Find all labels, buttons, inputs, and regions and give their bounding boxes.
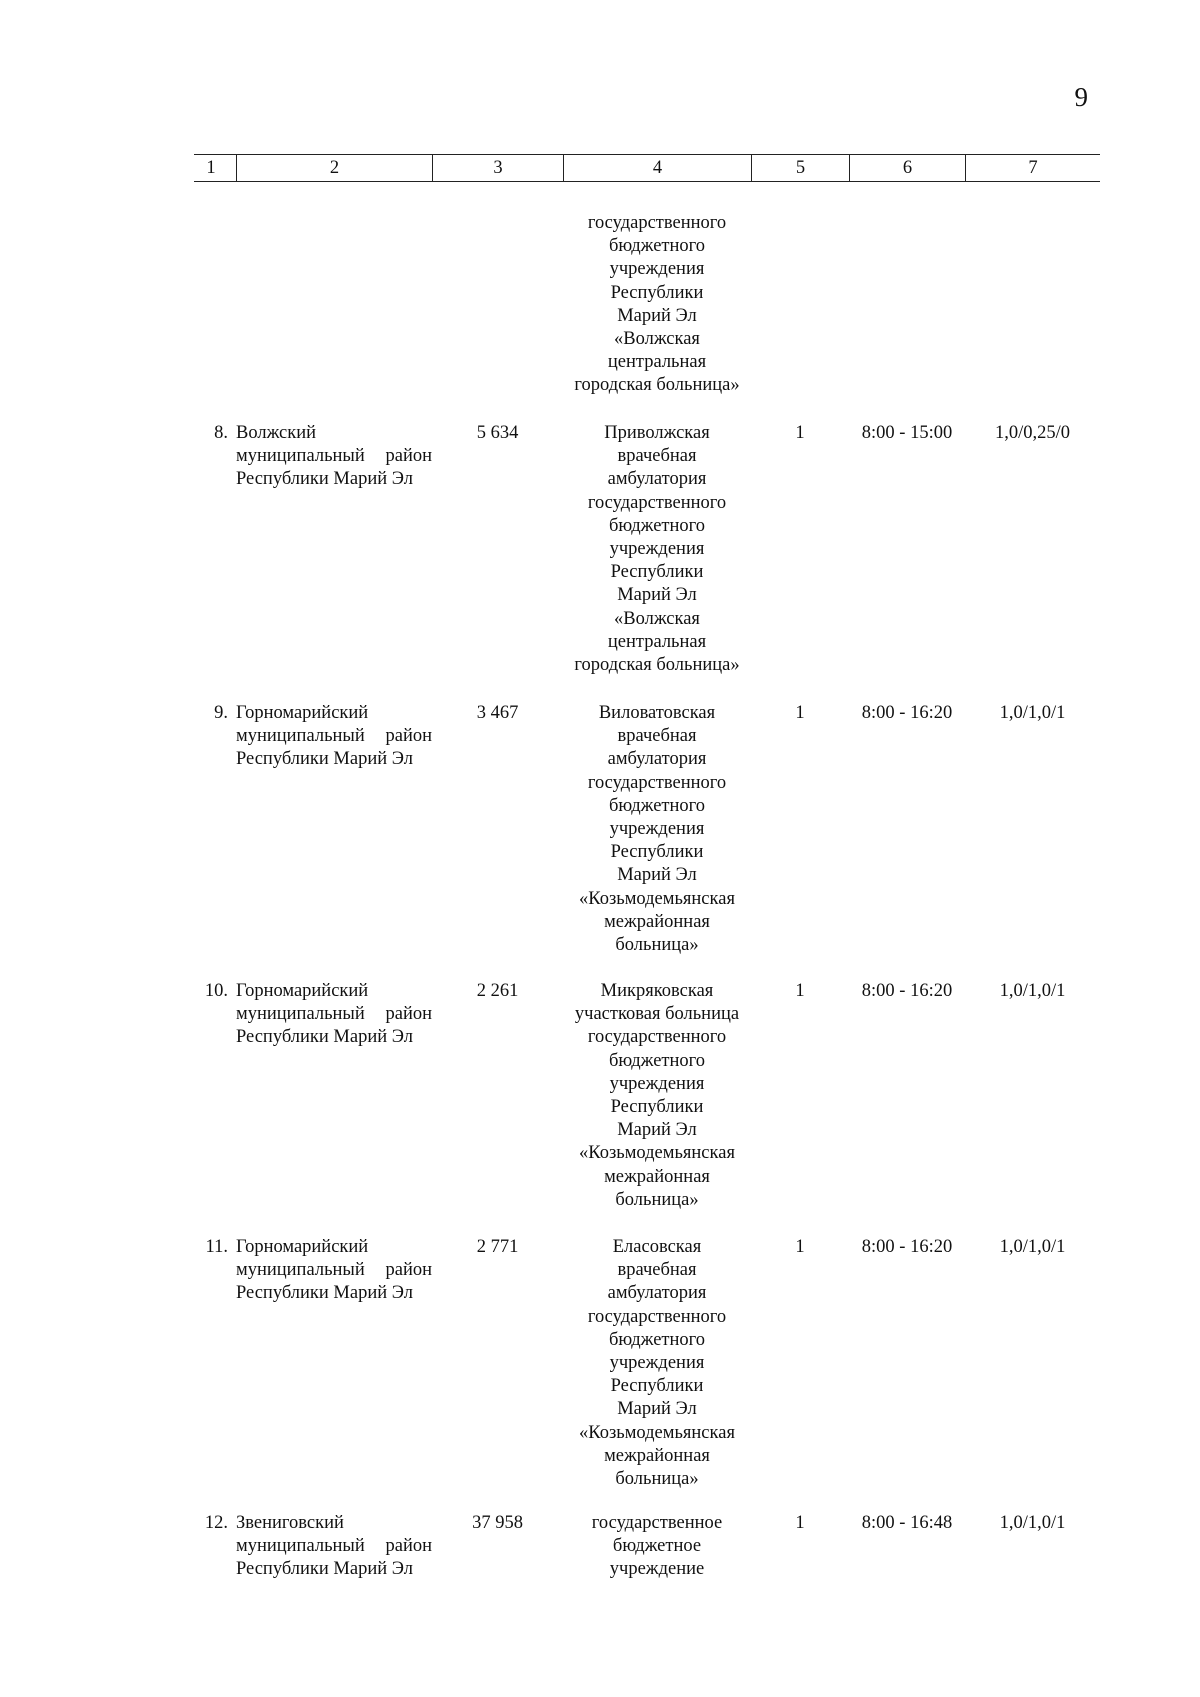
cell-line: Республики Марий Эл xyxy=(236,1027,413,1048)
cell-line: «Козьмодемьянская xyxy=(579,1143,735,1164)
page-number: 9 xyxy=(1074,82,1088,112)
cell-line: муниципальный район xyxy=(236,1004,432,1025)
count-cell: 1 xyxy=(795,1513,805,1533)
population-cell: 3 467 xyxy=(476,703,519,723)
population-cell: 2 771 xyxy=(476,1237,519,1257)
cell-line: Марий Эл xyxy=(617,305,697,326)
cell-line: муниципальный район xyxy=(236,726,432,747)
count-cell: 1 xyxy=(795,1237,805,1257)
row-number: 11. xyxy=(205,1237,228,1257)
institution-cell xyxy=(563,702,751,957)
cell-line: межрайонная xyxy=(604,1166,710,1187)
table-header xyxy=(194,154,1100,182)
cell-line: Виловатовская xyxy=(598,703,716,723)
hours-cell: 8:00 - 15:00 xyxy=(861,423,953,443)
hours-cell: 8:00 - 16:20 xyxy=(861,981,953,1001)
cell-line: «Козьмодемьянская xyxy=(579,1422,735,1443)
district-cell xyxy=(236,980,432,1050)
population-cell: 5 634 xyxy=(476,423,519,443)
cell-line: центральная xyxy=(607,631,707,652)
cell-line: больница» xyxy=(615,935,699,956)
header-cell-3: 3 xyxy=(432,154,563,182)
cell-line: учреждения xyxy=(609,1353,705,1374)
row-number: 8. xyxy=(214,423,228,443)
cell-line: учреждения xyxy=(609,1073,705,1094)
population-cell: 2 261 xyxy=(476,981,519,1001)
cell-line: Республики xyxy=(610,562,704,583)
cell-line: бюджетного xyxy=(608,795,706,816)
cell-line: участковая больница xyxy=(574,1004,740,1025)
district-cell xyxy=(236,1236,432,1306)
cell-line: «Волжская xyxy=(614,329,700,350)
cell-line: врачебная xyxy=(617,446,697,467)
cell-line: Волжский xyxy=(236,423,317,443)
cell-line: Еласовская xyxy=(612,1237,702,1257)
cell-line: Марий Эл xyxy=(617,1120,697,1141)
cell-line: бюджетное xyxy=(612,1536,702,1557)
header-cell-2: 2 xyxy=(236,154,432,182)
cell-line: государственного xyxy=(587,213,727,233)
cell-line: бюджетного xyxy=(608,236,706,257)
header-cell-6: 6 xyxy=(849,154,965,182)
cell-line: учреждения xyxy=(609,539,705,560)
cell-line: Республики xyxy=(610,1376,704,1397)
cell-line: муниципальный район xyxy=(236,446,432,467)
district-cell xyxy=(236,422,432,492)
cell-line: учреждение xyxy=(609,1559,705,1580)
cell-line: Республики Марий Эл xyxy=(236,1283,413,1304)
cell-line: межрайонная xyxy=(604,1445,710,1466)
header-cell-1: 1 xyxy=(206,158,216,178)
cell-line: Республики Марий Эл xyxy=(236,749,413,770)
cell-line: Республики Марий Эл xyxy=(236,469,413,490)
cell-line: Горномарийский xyxy=(236,1237,369,1257)
cell-line: Республики xyxy=(610,1097,704,1118)
district-cell xyxy=(236,702,432,772)
cell-line: больница» xyxy=(615,1189,699,1210)
cell-line: Республики xyxy=(610,842,704,863)
cell-line: Марий Эл xyxy=(617,585,697,606)
cell-line: «Волжская xyxy=(614,608,700,629)
count-cell: 1 xyxy=(795,423,805,443)
row-number: 12. xyxy=(204,1513,228,1533)
cell-line: бюджетного xyxy=(608,1050,706,1071)
cell-line: Марий Эл xyxy=(617,865,697,886)
cell-line: Республики xyxy=(610,282,704,303)
cell-line: больница» xyxy=(615,1469,699,1490)
institution-cell xyxy=(563,1512,751,1582)
count-cell: 1 xyxy=(795,703,805,723)
rate-cell: 1,0/1,0/1 xyxy=(999,1237,1066,1257)
cell-line: Марий Эл xyxy=(617,1399,697,1420)
cell-line: бюджетного xyxy=(608,1329,706,1350)
population-cell: 37 958 xyxy=(472,1513,523,1533)
cell-line: муниципальный район xyxy=(236,1536,432,1557)
rate-cell: 1,0/1,0/1 xyxy=(999,703,1066,723)
rate-cell: 1,0/0,25/0 xyxy=(994,423,1071,443)
institution-cell xyxy=(563,1236,751,1491)
cell-line: амбулатория xyxy=(607,1283,707,1304)
cell-line: государственного xyxy=(587,492,727,513)
hours-cell: 8:00 - 16:48 xyxy=(861,1513,953,1533)
cell-line: городская больница» xyxy=(574,375,740,396)
cell-line: Республики Марий Эл xyxy=(236,1559,413,1580)
rate-cell: 1,0/1,0/1 xyxy=(999,1513,1066,1533)
institution-cell xyxy=(563,980,751,1212)
cell-line: Звениговский xyxy=(236,1513,344,1533)
hours-cell: 8:00 - 16:20 xyxy=(861,1237,953,1257)
cell-line: «Козьмодемьянская xyxy=(579,888,735,909)
cell-line: Горномарийский xyxy=(236,703,369,723)
cell-line: городская больница» xyxy=(574,655,740,676)
cell-line: центральная xyxy=(607,352,707,373)
cell-line: учреждения xyxy=(609,259,705,280)
cell-line: межрайонная xyxy=(604,911,710,932)
cell-line: Горномарийский xyxy=(236,981,369,1001)
cell-line: Приволжская xyxy=(604,423,710,443)
institution-cell xyxy=(563,212,751,398)
row-number: 10. xyxy=(204,981,228,1001)
cell-line: врачебная xyxy=(617,1260,697,1281)
rate-cell: 1,0/1,0/1 xyxy=(999,981,1066,1001)
institution-cell xyxy=(563,422,751,677)
cell-line: врачебная xyxy=(617,726,697,747)
cell-line: государственного xyxy=(587,1306,727,1327)
cell-line: амбулатория xyxy=(607,469,707,490)
cell-line: бюджетного xyxy=(608,515,706,536)
cell-line: амбулатория xyxy=(607,749,707,770)
cell-line: государственное xyxy=(591,1513,723,1533)
cell-line: государственного xyxy=(587,772,727,793)
district-cell xyxy=(236,1512,432,1582)
header-cell-5: 5 xyxy=(751,154,849,182)
row-number: 9. xyxy=(214,703,228,723)
header-cell-7: 7 xyxy=(965,154,1100,182)
cell-line: муниципальный район xyxy=(236,1260,432,1281)
header-cell-4: 4 xyxy=(563,154,751,182)
cell-line: Микряковская xyxy=(600,981,714,1001)
cell-line: государственного xyxy=(587,1027,727,1048)
count-cell: 1 xyxy=(795,981,805,1001)
hours-cell: 8:00 - 16:20 xyxy=(861,703,953,723)
cell-line: учреждения xyxy=(609,819,705,840)
